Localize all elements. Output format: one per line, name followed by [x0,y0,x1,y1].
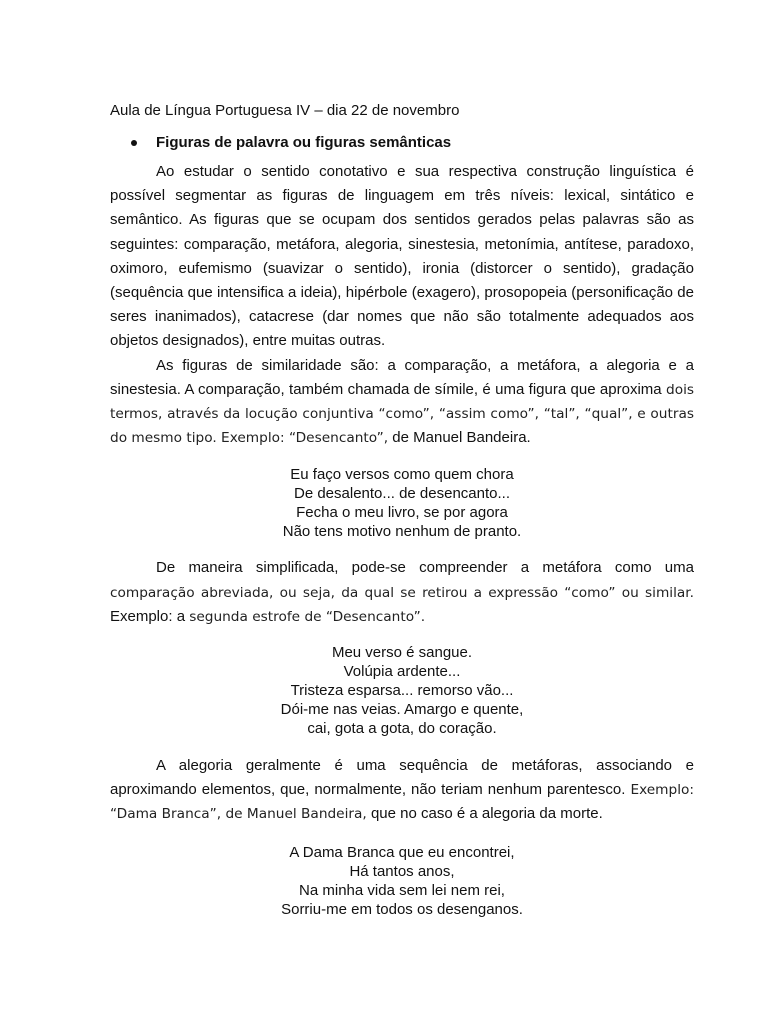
paragraph-allegory [110,754,694,827]
paragraph-similarity [110,354,694,451]
paragraph-similarity-part-b: dois termos, através da locução conjuntiva “como”, “assim como”, “tal”, “qual”, e outras do mesmo tipo. Exemplo: “Desencanto”, [110,381,695,447]
poem-line: De desalento... de desencanto... [294,485,510,503]
poem-line: cai, gota a gota, do coração. [307,720,497,738]
poem-line: Eu faço versos como quem chora [290,466,514,484]
paragraph-metaphor-part-a: De maneira simplificada, pode-se compreender a metáfora como uma [156,559,694,577]
poem-line: Fecha o meu livro, se por agora [296,504,508,522]
paragraph-metaphor-part-d: segunda estrofe de “Desencanto”. [189,608,426,625]
paragraph-metaphor [110,556,694,629]
paragraph-metaphor-example-label: Exemplo: [110,607,173,625]
poem-dama-branca [110,843,694,919]
poem-line: Meu verso é sangue. [331,644,473,662]
section-heading-text: Figuras de palavra ou figuras semânticas [156,134,452,151]
paragraph-allegory-part-a: A alegoria geralmente é uma sequência de metáforas, associando e aproximando elementos, que, normalmente, não teriam nenhum parentesco. [110,757,694,799]
poem-line: Sorriu-me em todos os desenganos. [281,900,523,918]
poem-line: Dói-me nas veias. Amargo e quente, [280,701,524,719]
paragraph-similarity-part-a: As figuras de similaridade são: a comparação, a metáfora, a alegoria e a sinestesia. A comparação, também chamada de símile, é uma figura que aproxima [110,356,694,398]
poem-line: Há tantos anos, [349,862,455,880]
section-heading [131,132,694,154]
poem-line: Na minha vida sem lei nem rei, [299,881,505,899]
document-title: Aula de Língua Portuguesa IV – dia 22 de novembro [110,102,460,119]
paragraph-similarity-part-c: de Manuel Bandeira. [392,429,531,447]
paragraph-metaphor-part-c: a [176,607,186,625]
poem-line: Não tens motivo nenhum de pranto. [282,523,522,541]
paragraph-intro: Ao estudar o sentido conotativo e sua respectiva construção linguística é possível segmentar as figuras de linguagem em três níveis: lexical, sintático e semântico. As figuras que se ocupam dos sentidos gerados pelas palavras são as seguintes: comparação, metáfora, alegoria, sinestesia, metonímia, antítese, paradoxo, oximoro, eufemismo (suavizar o sentido), ironia (distorcer o sentido), gradação (sequência que intensifica a ideia), hipérbole (exagero), prosopopeia (personificação de seres inanimados), catacrese (dar nomes que não são totalmente adequados aos objetos designados), entre muitas outras. [110,163,694,350]
paragraph-allegory-part-b: Exemplo: “Dama Branca”, de Manuel Bandeira, [110,782,694,823]
paragraph-metaphor-part-b: comparação abreviada, ou seja, da qual se retirou a expressão “como” ou similar. [110,584,694,601]
poem-desencanto-stanza-2 [110,643,694,738]
poem-line: Tristeza esparsa... remorso vão... [290,682,514,700]
bullet-icon [131,140,137,146]
paragraph-allegory-part-c: que no caso é a alegoria da morte. [370,805,603,823]
poem-line: Volúpia ardente... [343,663,461,681]
poem-line: A Dama Branca que eu encontrei, [289,843,515,861]
document-body [110,100,694,919]
poem-desencanto-stanza-1 [110,465,694,541]
